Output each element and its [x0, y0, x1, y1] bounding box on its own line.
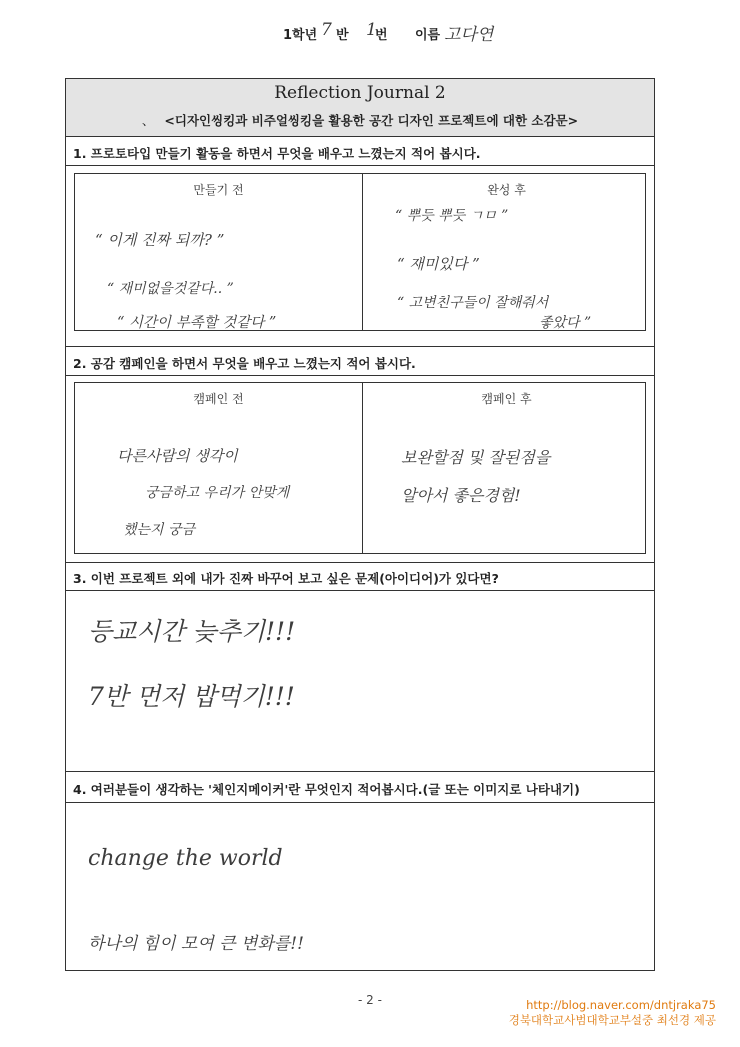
q2-after-line: 보완할점 및 잘된점을: [401, 448, 551, 467]
q1-after-line: “ 고변친구들이 잘해줘서: [397, 295, 549, 311]
q4-answer-line: change the world: [88, 846, 283, 871]
student-info-header: [0, 20, 740, 48]
q1-after-line: “ 뿌듯 뿌듯 ㄱㅁ ”: [395, 208, 509, 224]
q3-answer-line: 등교시간 늦추기!!!: [88, 617, 296, 646]
question-1: 1. 프로토타입 만들기 활동을 하면서 무엇을 배우고 느꼈는지 적어 봅시다.: [73, 146, 481, 161]
name-label: 이름: [415, 28, 441, 43]
question-4: 4. 여러분들이 생각하는 '체인지메이커'란 무엇인지 적어봅시다.(글 또는 이미지로 나타내기): [73, 782, 580, 797]
q1-after-line: 좋았다 ”: [539, 315, 592, 331]
credit-text: 경북대학교사범대학교부설중 최선경 제공: [508, 1013, 716, 1027]
page-number: - 2 -: [358, 993, 382, 1007]
number-label: 번: [375, 28, 388, 43]
divider-line: [66, 165, 654, 166]
divider-line: [66, 771, 654, 772]
q4-answer-line: 하나의 힘이 모여 큰 변화를!!: [88, 934, 304, 954]
q3-answer-line: 7반 먼저 밥먹기!!!: [88, 682, 295, 711]
column-divider: [362, 383, 363, 553]
divider-line: [66, 346, 654, 347]
q1-before-label: 만들기 전: [193, 183, 244, 197]
class-label: 반: [336, 28, 349, 43]
q1-before-line: “ 시간이 부족할 것같다 ”: [117, 315, 277, 331]
q2-before-label: 캠페인 전: [193, 392, 244, 406]
q2-after-label: 캠페인 후: [481, 392, 532, 406]
q1-after-line: “ 재미있다 ”: [397, 255, 480, 273]
q1-before-line: “ 재미없을것같다.. ”: [107, 281, 234, 297]
name-value: 고다연: [444, 25, 494, 45]
q2-before-line: 다른사람의 생각이: [117, 447, 238, 465]
grade-label: 1학년: [283, 28, 318, 43]
q1-after-label: 완성 후: [487, 183, 526, 197]
divider-line: [66, 802, 654, 803]
journal-title-box: [66, 79, 654, 137]
credit-url[interactable]: http://blog.naver.com/dntjraka75: [526, 998, 716, 1012]
divider-line: [66, 590, 654, 591]
journal-sheet: [65, 78, 655, 971]
question-2: 2. 공감 캠페인을 하면서 무엇을 배우고 느꼈는지 적어 봅시다.: [73, 356, 416, 371]
q2-before-line: 궁금하고 우리가 안맞게: [145, 485, 290, 501]
q2-answer-box: [74, 382, 646, 554]
question-3: 3. 이번 프로젝트 외에 내가 진짜 바꾸어 보고 싶은 문제(아이디어)가 있다면?: [73, 571, 499, 586]
q1-answer-box: [74, 173, 646, 331]
number-value: 1: [366, 20, 377, 40]
q2-before-line: 했는지 궁금: [123, 522, 196, 538]
q1-before-line: “ 이게 진짜 되까? ”: [95, 231, 225, 249]
divider-line: [66, 375, 654, 376]
journal-title: Reflection Journal 2: [274, 83, 446, 103]
credit-block: [509, 998, 716, 1028]
journal-subtitle-text: <디자인씽킹과 비주얼씽킹을 활용한 공간 디자인 프로젝트에 대한 소감문>: [164, 113, 579, 128]
divider-line: [66, 562, 654, 563]
journal-subtitle: [66, 111, 654, 129]
subtitle-mark: 、: [141, 113, 155, 128]
q2-after-line: 알아서 좋은경험!: [401, 486, 521, 505]
class-value: 7: [321, 20, 332, 40]
